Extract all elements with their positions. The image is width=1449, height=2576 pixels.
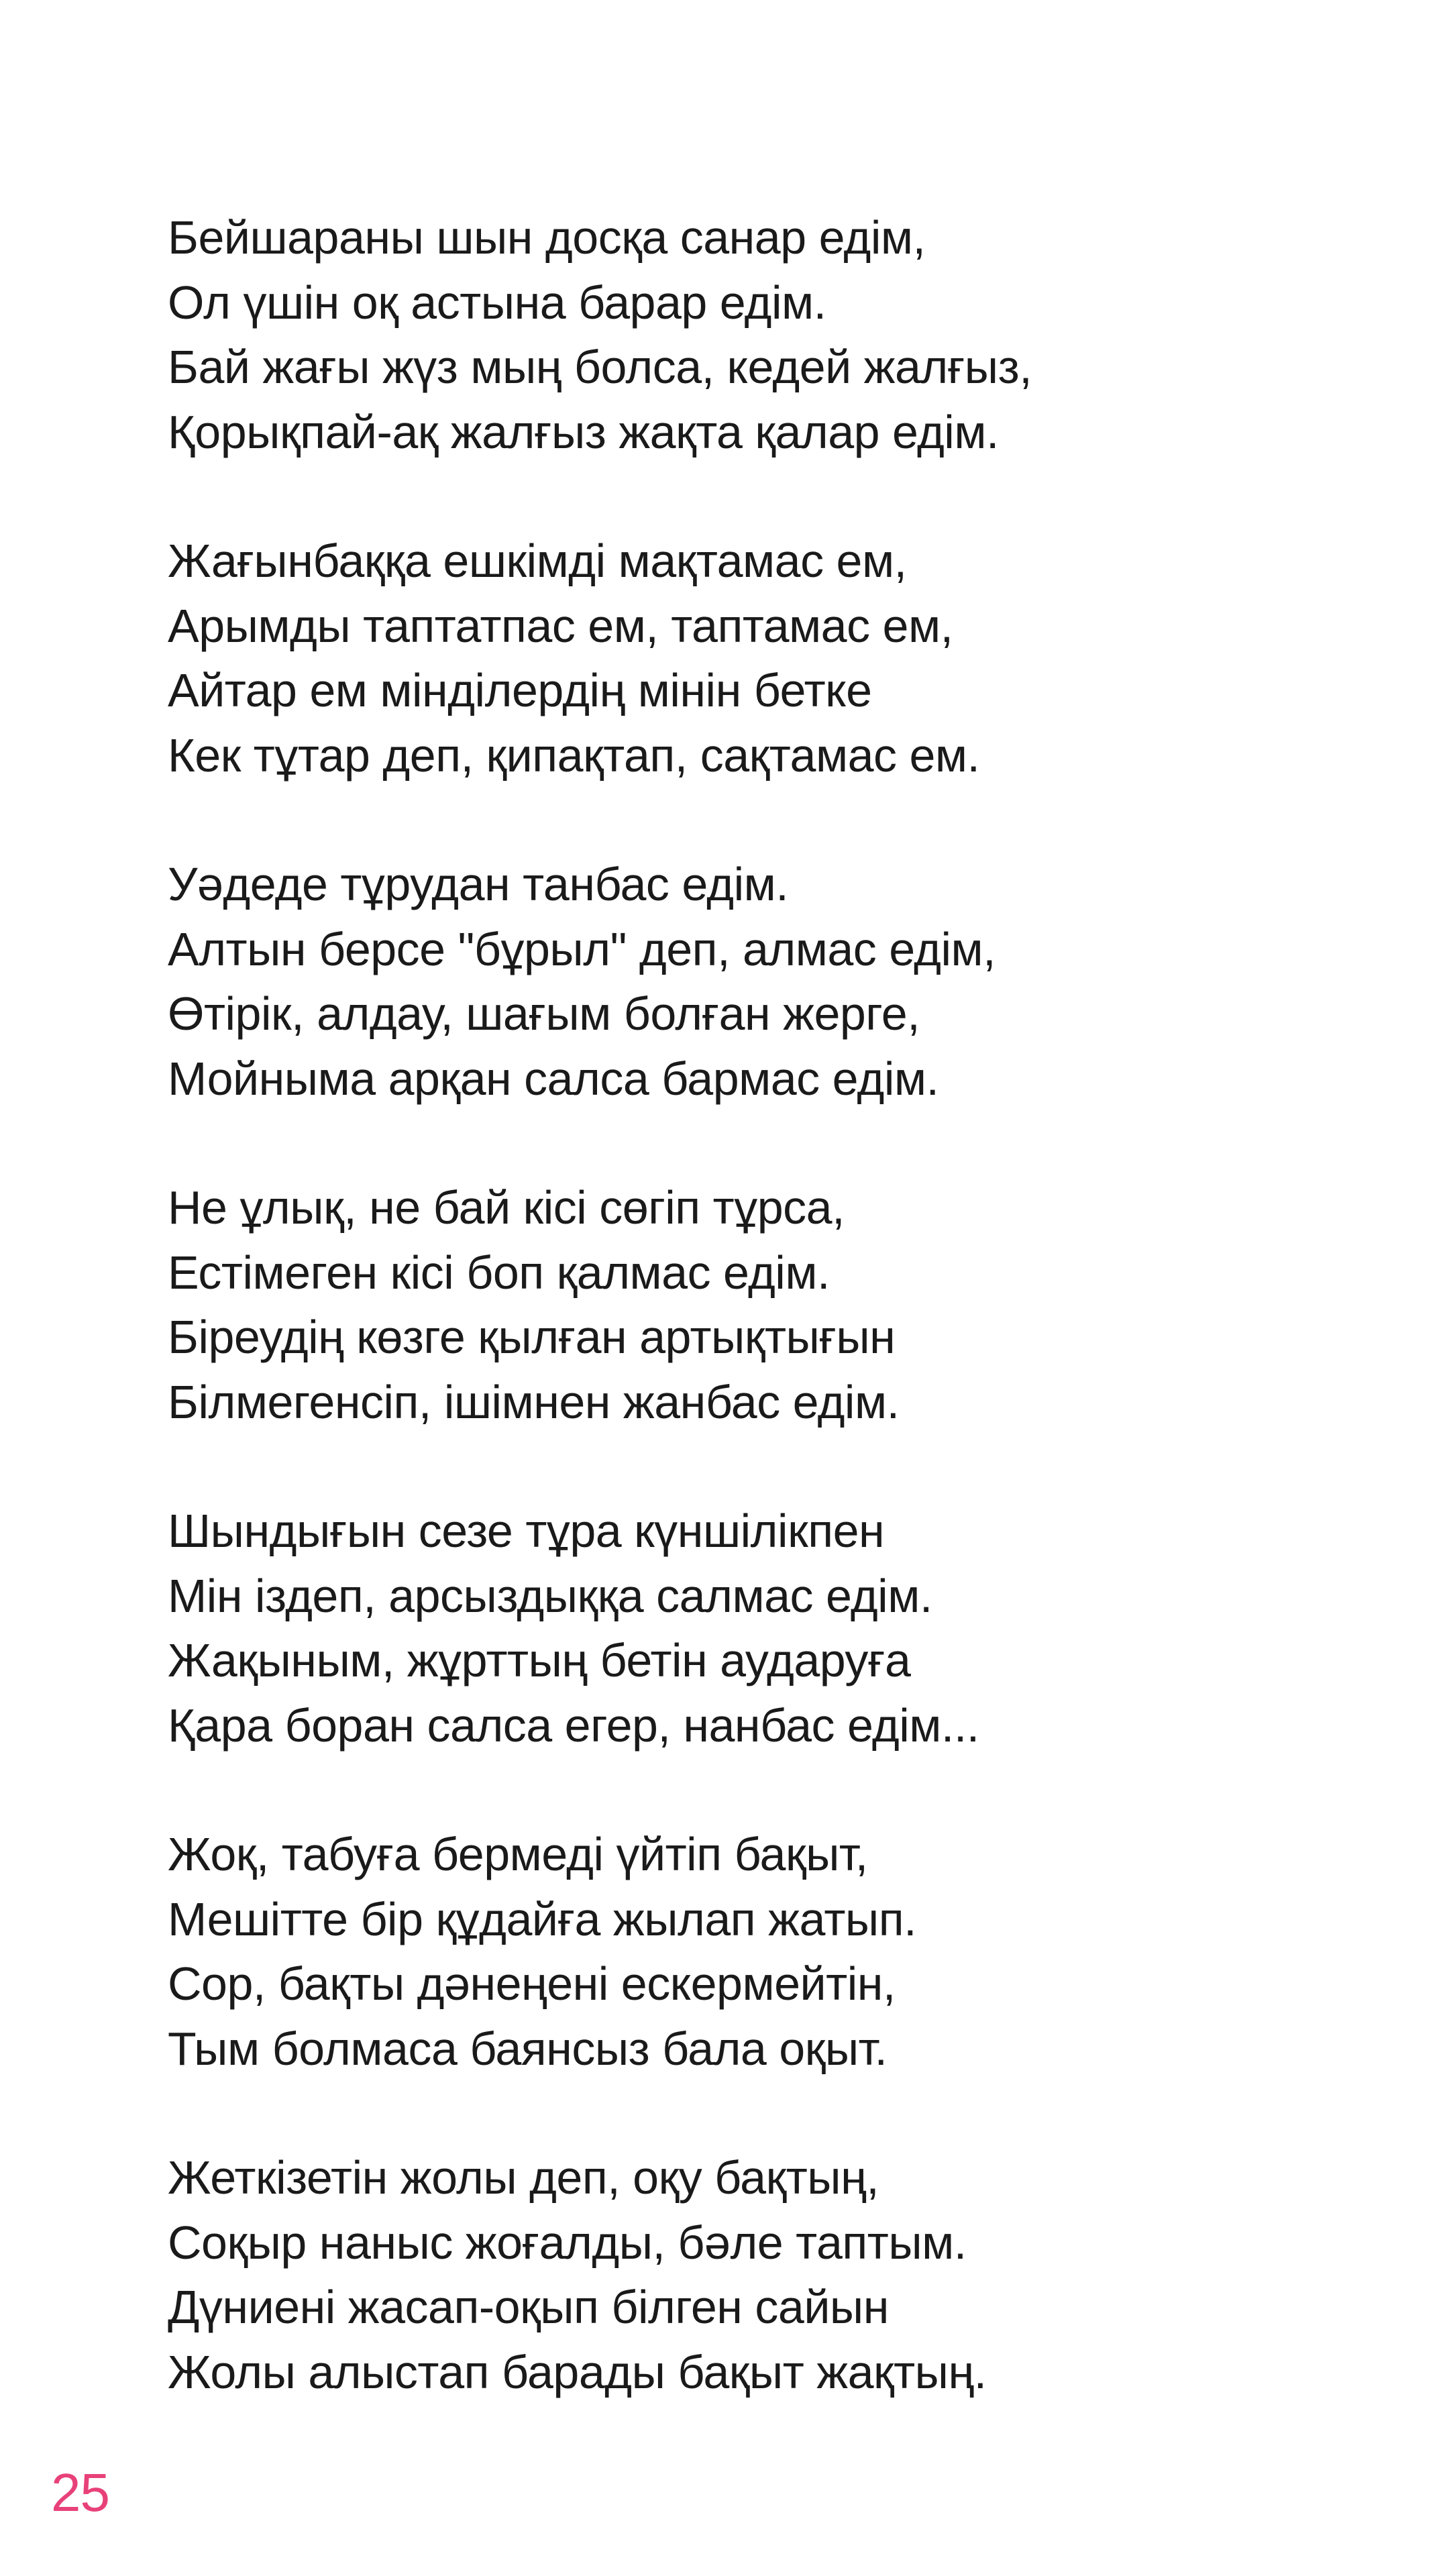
stanza-3 xyxy=(168,852,1375,1111)
stanza-4 xyxy=(168,1175,1375,1434)
poem-line: Соқыр наныс жоғалды, бәле таптым. xyxy=(168,2216,967,2269)
poem-line: Мойныма арқан салса бармас едім. xyxy=(168,1052,939,1105)
poem-line: Жағынбаққа ешкімді мақтамас ем, xyxy=(168,535,907,587)
stanza-5 xyxy=(168,1499,1375,1758)
stanza-1 xyxy=(168,205,1375,464)
poem-line: Тым болмаса баянсыз бала оқыт. xyxy=(168,2022,888,2075)
poem-line: Сор, бақты дәнеңені ескермейтін, xyxy=(168,1957,896,2010)
poem-line: Ол үшін оқ астына барар едім. xyxy=(168,276,826,329)
poem-line: Кек тұтар деп, қипақтап, сақтамас ем. xyxy=(168,729,980,782)
poem-line: Білмегенсіп, ішімнен жанбас едім. xyxy=(168,1375,900,1428)
page-number: 25 xyxy=(51,2463,109,2522)
poem-line: Мешітте бір құдайға жылап жатып. xyxy=(168,1892,917,1945)
poem-line: Бейшараны шын досқа санар едім, xyxy=(168,211,926,264)
poem-line: Арымды таптатпас ем, таптамас ем, xyxy=(168,599,953,652)
poem-line: Айтар ем міндiлердің мінін бетке xyxy=(168,664,872,716)
poem-line: Жақыным, жұрттың бетін аударуға xyxy=(168,1634,911,1686)
stanza-2 xyxy=(168,529,1375,788)
poem-line: Қорықпай-ақ жалғыз жақта қалар едім. xyxy=(168,405,999,458)
stanza-7 xyxy=(168,2145,1375,2404)
poem-line: Жоқ, табуға бермеді үйтіп бақыт, xyxy=(168,1828,868,1880)
poem-line: Уәдеде тұрудан танбас едім. xyxy=(168,858,789,910)
poem-line: Жолы алыстап барады бақыт жақтың. xyxy=(168,2345,987,2398)
poem-line: Өтірік, алдау, шағым болған жерге, xyxy=(168,987,920,1040)
poem-line: Алтын берсе "бұрыл" деп, алмас едім, xyxy=(168,922,996,975)
poem-line: Дүниені жасап-оқып білген сайын xyxy=(168,2281,889,2333)
poem-line: Мін іздеп, арсыздыққа салмас едім. xyxy=(168,1569,932,1622)
poem-line: Жеткізетін жолы деп, оқу бақтың, xyxy=(168,2151,879,2204)
poem-line: Естімеген кісі боп қалмас едім. xyxy=(168,1246,830,1299)
poem-line: Не ұлық, не бай кісі сөгіп тұрса, xyxy=(168,1181,845,1234)
poem-line: Шындығын сезе тұра күншілікпен xyxy=(168,1505,885,1557)
stanza-6 xyxy=(168,1822,1375,2081)
poem-line: Бай жағы жүз мың болса, кедей жалғыз, xyxy=(168,341,1032,393)
poem-body xyxy=(168,205,1375,2404)
poem-line: Қара боран салса егер, нанбас едім... xyxy=(168,1699,979,1752)
poem-line: Біреудің көзге қылған артықтығын xyxy=(168,1311,896,1363)
